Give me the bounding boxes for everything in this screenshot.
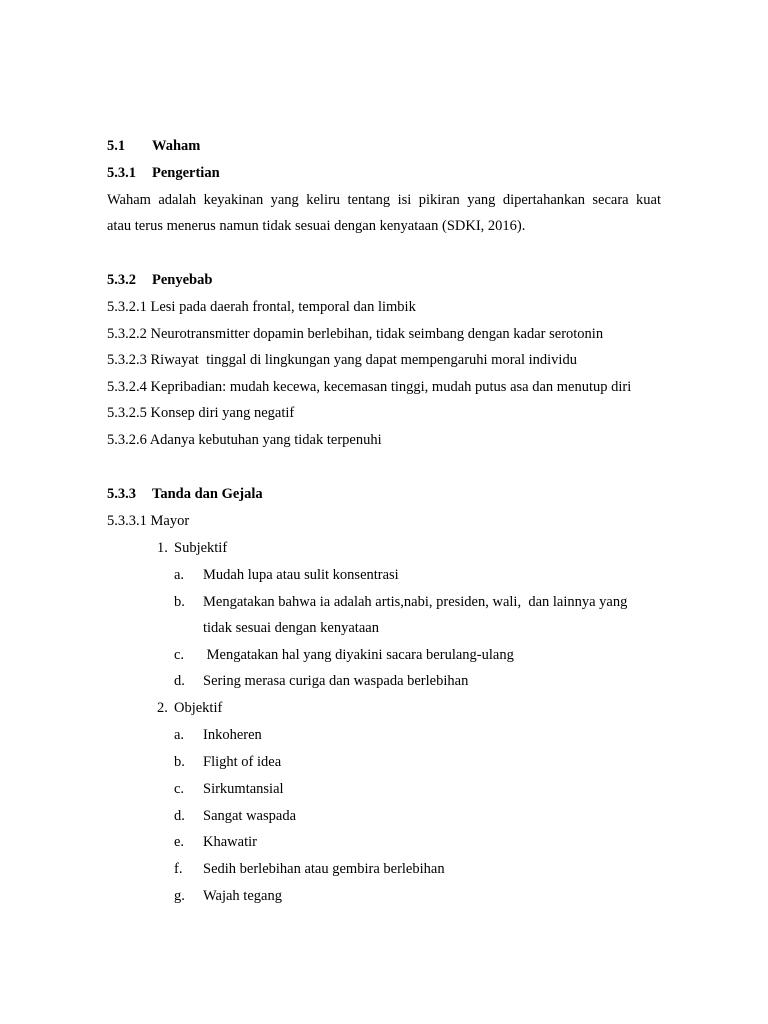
list-marker: d.: [174, 808, 185, 824]
list-item: [174, 806, 296, 826]
list-text: Inkoheren: [203, 727, 262, 743]
heading-title: Pengertian: [152, 165, 220, 181]
list-text: Sangat waspada: [203, 808, 297, 824]
list-marker: c.: [174, 647, 185, 663]
list-marker: 1.: [157, 540, 168, 556]
list-marker: g.: [174, 888, 185, 904]
list-item: 5.3.2.2 Neurotransmitter dopamin berlebihan, tidak seimbang dengan kadar serotonin: [107, 326, 604, 342]
heading-title: Waham: [152, 138, 201, 154]
list-label: Subjektif: [174, 540, 228, 556]
heading-5-1: [107, 136, 200, 156]
list-item: [174, 645, 514, 665]
list-item: [174, 832, 257, 852]
list-item-objektif: [157, 698, 222, 718]
paragraph-line: Waham adalah keyakinan yang keliru tentang isi pikiran yang dipertahankan secara kuat: [107, 192, 661, 208]
list-marker: e.: [174, 834, 185, 850]
list-marker: b.: [174, 594, 185, 610]
list-item: 5.3.2.5 Konsep diri yang negatif: [107, 405, 295, 421]
list-item: [174, 565, 399, 585]
list-marker: a.: [174, 727, 185, 743]
paragraph-line: atau terus menerus namun tidak sesuai dengan kenyataan (SDKI, 2016).: [107, 218, 526, 234]
list-text: Wajah tegang: [203, 888, 282, 904]
list-text: Sedih berlebihan atau gembira berlebihan: [203, 861, 445, 877]
list-marker: f.: [174, 861, 183, 877]
list-marker: a.: [174, 567, 185, 583]
list-text: Flight of idea: [203, 754, 282, 770]
list-text: Sering merasa curiga dan waspada berlebihan: [203, 673, 469, 689]
heading-number: 5.1: [107, 138, 126, 154]
list-marker: c.: [174, 781, 185, 797]
list-item: 5.3.2.6 Adanya kebutuhan yang tidak terpenuhi: [107, 432, 382, 448]
list-item: [174, 752, 281, 772]
heading-5-3-2: [107, 270, 212, 290]
list-marker: 2.: [157, 700, 168, 716]
list-item: [174, 592, 627, 612]
heading-number: 5.3.3: [107, 486, 136, 502]
list-item: [174, 779, 284, 799]
list-item-subjektif: [157, 538, 227, 558]
list-text: Mudah lupa atau sulit konsentrasi: [203, 567, 399, 583]
list-item: 5.3.2.1 Lesi pada daerah frontal, temporal dan limbik: [107, 299, 416, 315]
list-item: 5.3.2.4 Kepribadian: mudah kecewa, kecemasan tinggi, mudah putus asa dan menutup diri: [107, 379, 632, 395]
subheading-mayor: 5.3.3.1 Mayor: [107, 513, 190, 529]
heading-5-3-1: [107, 163, 220, 183]
heading-title: Tanda dan Gejala: [152, 486, 263, 502]
list-text-continuation: tidak sesuai dengan kenyataan: [203, 620, 379, 636]
list-item: [174, 671, 468, 691]
list-label: Objektif: [174, 700, 223, 716]
list-item: [174, 886, 282, 906]
list-marker: d.: [174, 673, 185, 689]
heading-title: Penyebab: [152, 272, 213, 288]
heading-number: 5.3.1: [107, 165, 136, 181]
list-item: 5.3.2.3 Riwayat tinggal di lingkungan yang dapat mempengaruhi moral individu: [107, 352, 577, 368]
list-text: Sirkumtansial: [203, 781, 284, 797]
list-marker: b.: [174, 754, 185, 770]
list-text: Khawatir: [203, 834, 257, 850]
heading-5-3-3: [107, 484, 263, 504]
list-text: Mengatakan hal yang diyakini sacara berulang-ulang: [203, 647, 514, 663]
list-item: [174, 725, 262, 745]
list-item: [174, 859, 445, 879]
heading-number: 5.3.2: [107, 272, 136, 288]
list-text: Mengatakan bahwa ia adalah artis,nabi, presiden, wali, dan lainnya yang: [203, 594, 628, 610]
